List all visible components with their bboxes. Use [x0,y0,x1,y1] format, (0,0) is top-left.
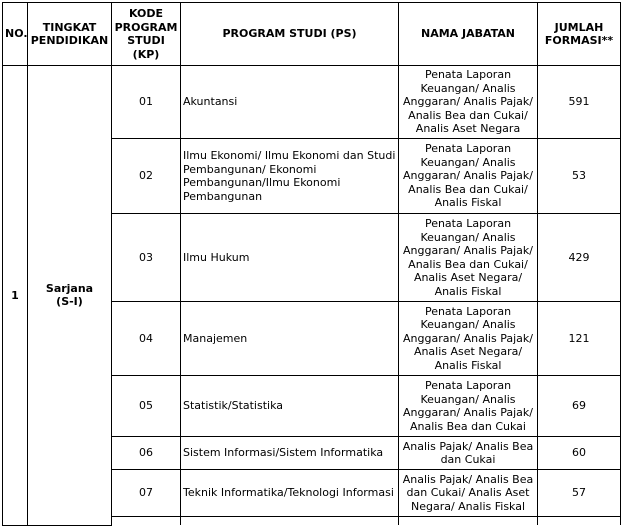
nama-jabatan-cell: Analis Pajak/ Analis Bea dan Cukai/ Analis Aset Negara/ Analis Fiskal [399,470,538,517]
nama-jabatan-cell: Penata Laporan Keuangan/ Analis Anggaran/ Analis Pajak/ Analis Bea dan Cukai [399,376,538,437]
jumlah-formasi-cell: 60 [538,437,621,470]
header-jumlah-formasi: JUMLAH FORMASI** [538,3,621,66]
header-nama-jabatan: NAMA JABATAN [399,3,538,66]
kode-cell: 03 [112,214,181,302]
program-studi-cell: Ilmu Ekonomi/ Ilmu Ekonomi dan Studi Pembangunan/ Ekonomi Pembangunan/Ilmu Ekonomi Pembangunan [181,139,399,214]
program-studi-cell: Manajemen [181,302,399,376]
program-studi-cell: Sistem Informasi/Sistem Informatika [181,437,399,470]
kode-cell: 07 [112,470,181,517]
header-no: NO. [3,3,28,66]
education-level-name: Sarjana [45,281,94,295]
kode-cell: 01 [112,66,181,139]
nama-jabatan-cell: Penata Laporan Keuangan/ Analis Anggaran/ Analis Pajak/ Analis Bea dan Cukai/ Analis Aset Negara/ Analis Fiskal [399,214,538,302]
kode-cell: 04 [112,302,181,376]
jumlah-formasi-cell: 53 [538,139,621,214]
table-row [3,66,621,139]
kode-cell: 05 [112,376,181,437]
header-row [3,3,621,66]
nama-jabatan-cell: Penata Laporan Keuangan/ Analis Anggaran/ Analis Pajak/ Analis Bea dan Cukai/ Analis Fiskal [399,139,538,214]
kode-cell: 02 [112,139,181,214]
program-studi-cell: Ilmu Hukum [181,214,399,302]
header-program-studi: PROGRAM STUDI (PS) [181,3,399,66]
program-studi-cell: Statistik/Statistika [181,376,399,437]
formasi-table [2,2,621,526]
program-studi-cell: Akuntansi [181,66,399,139]
jumlah-formasi-cell: 57 [538,470,621,517]
jumlah-formasi-cell: 69 [538,376,621,437]
header-kode-program-studi: KODE PROGRAM STUDI (KP) [112,3,181,66]
nama-jabatan-cell: Penata Laporan Keuangan/ Analis Anggaran/ Analis Pajak/ Analis Aset Negara/ Analis Fiskal [399,302,538,376]
jumlah-formasi-cell: 121 [538,302,621,376]
education-level-code: (S-I) [56,295,83,309]
kode-cell: 06 [112,437,181,470]
program-studi-cell: Teknik Informatika/Teknologi Informasi [181,470,399,517]
jumlah-formasi-cell: 429 [538,214,621,302]
header-tingkat-pendidikan: TINGKAT PENDIDIKAN [28,3,112,66]
row-number: 1 [3,66,28,526]
jumlah-formasi-cell: 591 [538,66,621,139]
nama-jabatan-cell: Analis Pajak/ Analis Bea dan Cukai [399,437,538,470]
nama-jabatan-cell: Penata Laporan Keuangan/ Analis Anggaran/ Analis Pajak/ Analis Bea dan Cukai/ Analis Aset Negara [399,66,538,139]
education-level [28,66,112,526]
